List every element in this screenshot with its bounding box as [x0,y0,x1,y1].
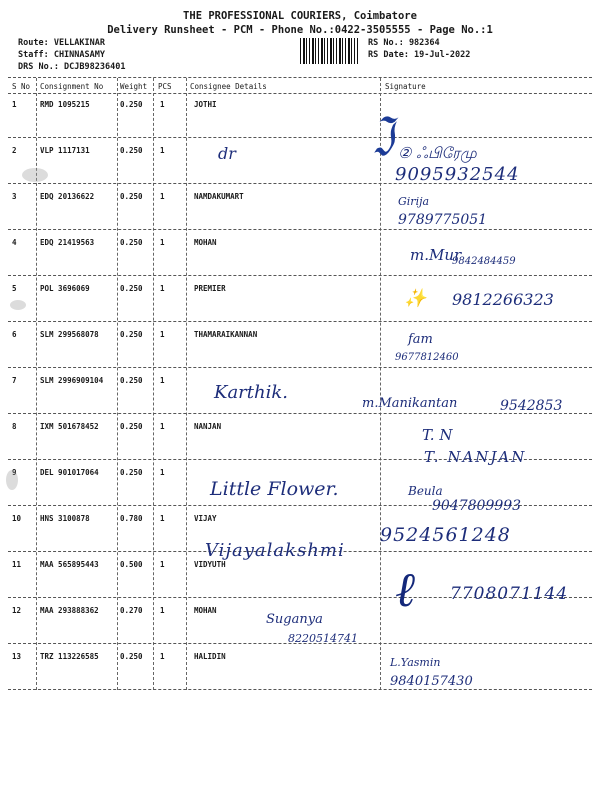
signature-scribble: ℓ [395,562,415,618]
cell-sno: 4 [12,238,17,247]
signature-phone: 9095932544 [395,164,520,185]
col-divider [153,78,154,690]
barcode-image [300,38,358,64]
signature-phone: 8220514741 [288,632,358,645]
signature-text: fam [408,332,433,347]
cell-sno: 9 [12,468,17,477]
row-divider [8,689,592,690]
cell-pcs: 1 [160,376,165,385]
cell-consignment-no: IXM 501678452 [40,422,99,431]
signature-text: Girija [398,195,430,208]
cell-pcs: 1 [160,606,165,615]
cell-weight: 0.250 [120,652,143,661]
cell-consignment-no: MAA 565895443 [40,560,99,569]
cell-sno: 13 [12,652,22,661]
cell-pcs: 1 [160,468,165,477]
signature-text: ② ஃபிரேமு [398,144,477,162]
scan-speckle [10,300,26,310]
signature-text: L.Yasmin [390,656,441,669]
drs-number: DRS No.: DCJB98236401 [18,62,126,72]
row-divider [8,229,592,230]
cell-pcs: 1 [160,238,165,247]
cell-weight: 0.250 [120,146,143,155]
col-pcs: PCS [158,82,172,91]
consignee-handwriting: Karthik. [214,382,288,403]
cell-consignment-no: SLM 2996909104 [40,376,104,385]
cell-weight: 0.500 [120,560,143,569]
cell-sno: 1 [12,100,17,109]
col-weight: Weight [120,82,148,91]
cell-consignee: VIJAY [194,514,217,523]
cell-pcs: 1 [160,422,165,431]
cell-pcs: 1 [160,192,165,201]
col-signature: Signature [385,82,426,91]
cell-consignee: VIDYUTH [194,560,226,569]
route-label: Route: VELLAKINAR [18,38,105,48]
signature-text: m.Mur [410,246,462,264]
cell-weight: 0.780 [120,514,143,523]
cell-sno: 7 [12,376,17,385]
cell-consignment-no: EDQ 20136622 [40,192,95,201]
cell-weight: 0.250 [120,468,143,477]
cell-pcs: 1 [160,100,165,109]
cell-pcs: 1 [160,146,165,155]
cell-weight: 0.250 [120,284,143,293]
cell-consignee: THAMARAIKANNAN [194,330,258,339]
col-consignee: Consignee Details [190,82,267,91]
signature-text: T. N [422,426,453,444]
col-divider [186,78,187,690]
cell-sno: 3 [12,192,17,201]
consignee-handwriting: Vijayalakshmi [205,540,345,561]
cell-consignee: MOHAN [194,606,217,615]
signature-phone: 9812266323 [452,290,554,309]
row-divider [8,137,592,138]
row-divider [8,321,592,322]
signature-phone: 9842484459 [452,256,516,267]
col-consignment: Consignment No [40,82,104,91]
scan-speckle [6,470,18,490]
cell-consignment-no: DEL 901017064 [40,468,99,477]
cell-consignee: PREMIER [194,284,226,293]
cell-consignee: NANJAN [194,422,222,431]
signature-phone: 7708071144 [450,584,569,604]
cell-consignment-no: VLP 1117131 [40,146,90,155]
cell-weight: 0.250 [120,238,143,247]
cell-pcs: 1 [160,652,165,661]
cell-weight: 0.250 [120,330,143,339]
rs-number: RS No.: 982364 [368,38,440,48]
cell-sno: 5 [12,284,17,293]
cell-sno: 2 [12,146,17,155]
cell-consignment-no: MAA 293888362 [40,606,99,615]
consignee-handwriting: dr [218,144,236,163]
cell-consignment-no: RMD 1095215 [40,100,90,109]
signature-mark: ✨ [404,288,427,309]
row-divider [8,367,592,368]
cell-weight: 0.250 [120,422,143,431]
cell-weight: 0.250 [120,192,143,201]
cell-pcs: 1 [160,330,165,339]
col-sno: S No [12,82,31,91]
cell-sno: 6 [12,330,17,339]
signature-text: Suganya [266,612,323,627]
signature-scribble: ℑ [372,108,395,168]
runsheet-subtitle: Delivery Runsheet - PCM - Phone No.:0422-3505555 - Page No.:1 [107,24,493,36]
cell-weight: 0.250 [120,100,143,109]
signature-phone: 9542853 [500,398,563,414]
cell-consignee: NAMDAKUMART [194,192,244,201]
signature-phone: 9524561248 [380,524,511,546]
col-divider [117,78,118,690]
cell-consignee: MOHAN [194,238,217,247]
signature-text: T. NANJAN [424,448,527,466]
signature-phone: 9840157430 [390,674,473,689]
cell-consignment-no: EDQ 21419563 [40,238,95,247]
cell-sno: 11 [12,560,22,569]
signature-text: Beula [408,484,443,498]
company-title: THE PROFESSIONAL COURIERS, Coimbatore [183,10,417,22]
cell-consignee: HALIDIN [194,652,226,661]
consignee-handwriting: Little Flower. [210,478,339,500]
signature-text: m.Manikantan [362,396,458,411]
cell-weight: 0.250 [120,376,143,385]
cell-consignment-no: POL 3696069 [40,284,90,293]
signature-phone: 9047809993 [432,498,522,514]
cell-consignment-no: TRZ 113226585 [40,652,99,661]
cell-consignee: JOTHI [194,100,217,109]
scan-speckle [22,168,48,182]
cell-sno: 12 [12,606,22,615]
cell-consignment-no: HNS 3100878 [40,514,90,523]
rs-date: RS Date: 19-Jul-2022 [368,50,471,60]
signature-phone: 9789775051 [398,212,488,228]
cell-sno: 10 [12,514,22,523]
cell-consignment-no: SLM 299568078 [40,330,99,339]
cell-pcs: 1 [160,560,165,569]
cell-pcs: 1 [160,514,165,523]
header-top-rule [8,77,592,78]
row-divider [8,275,592,276]
signature-phone: 9677812460 [395,352,459,363]
header-bottom-rule [8,93,592,94]
col-divider [380,78,381,690]
cell-weight: 0.270 [120,606,143,615]
cell-pcs: 1 [160,284,165,293]
cell-sno: 8 [12,422,17,431]
staff-label: Staff: CHINNASAMY [18,50,105,60]
